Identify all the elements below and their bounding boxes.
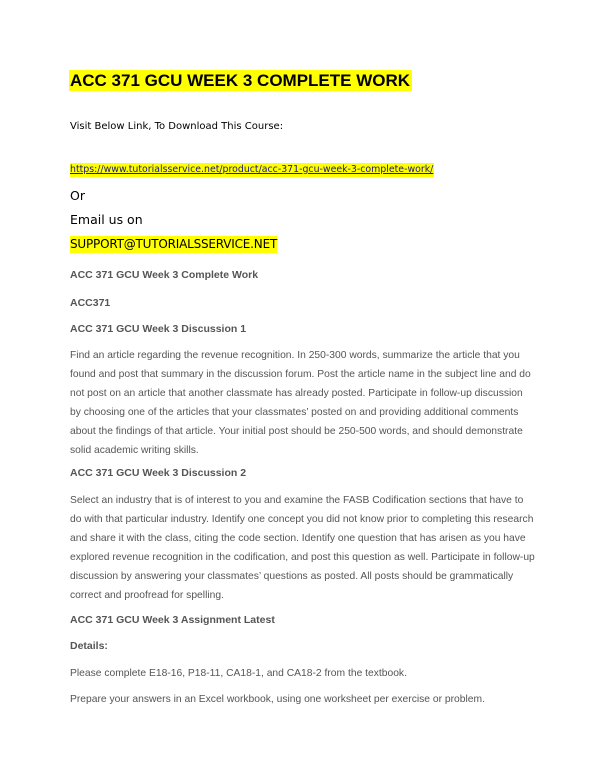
discussion-2-heading: ACC 371 GCU Week 3 Discussion 2 (70, 467, 247, 479)
details-text-1: Please complete E18-16, P18-11, CA18-1, and CA18-2 from the textbook. (70, 668, 407, 679)
course-code: ACC371 (70, 297, 111, 309)
discussion-1-text: Find an article regarding the revenue recognition. In 250-300 words, summarize the article that you found and post that summary in the discussion forum. Post the article name in the subject line and do not post on an article that another classmate has already posted. Participate in follow-up discussion by choosing one of the articles that your classmates’ posted on and providing additional comments about the findings of that article. Your initial post should be 250-500 words, and should demonstrate solid academic writing skills. (70, 350, 531, 456)
support-email: SUPPORT@TUTORIALSSERVICE.NET (70, 237, 278, 251)
details-label: Details: (70, 640, 108, 652)
discussion-2-text: Select an industry that is of interest to you and examine the FASB Codification sections that have to do with that particular industry. Identify one concept you did not know prior to completing this research and share it with the class, citing the code section. Identify one question that has arisen as you have explored revenue recognition in the codification, and post this question as well. Participate in follow-up discussion by answering your classmates’ questions as posted. All posts should be grammatically correct and proofread for spelling. (70, 495, 535, 601)
discussion-1-heading: ACC 371 GCU Week 3 Discussion 1 (70, 323, 247, 335)
or-separator: Or (70, 188, 85, 203)
visit-instruction: Visit Below Link, To Download This Course: (70, 121, 284, 132)
email-us-label: Email us on (70, 212, 143, 227)
assignment-heading: ACC 371 GCU Week 3 Assignment Latest (70, 614, 275, 626)
course-download-link[interactable]: https://www.tutorialsservice.net/product/acc-371-gcu-week-3-complete-work/ (70, 164, 434, 175)
course-heading: ACC 371 GCU Week 3 Complete Work (70, 269, 259, 281)
document-title: ACC 371 GCU WEEK 3 COMPLETE WORK (70, 71, 411, 90)
details-text-2: Prepare your answers in an Excel workbook, using one worksheet per exercise or problem. (70, 694, 485, 705)
